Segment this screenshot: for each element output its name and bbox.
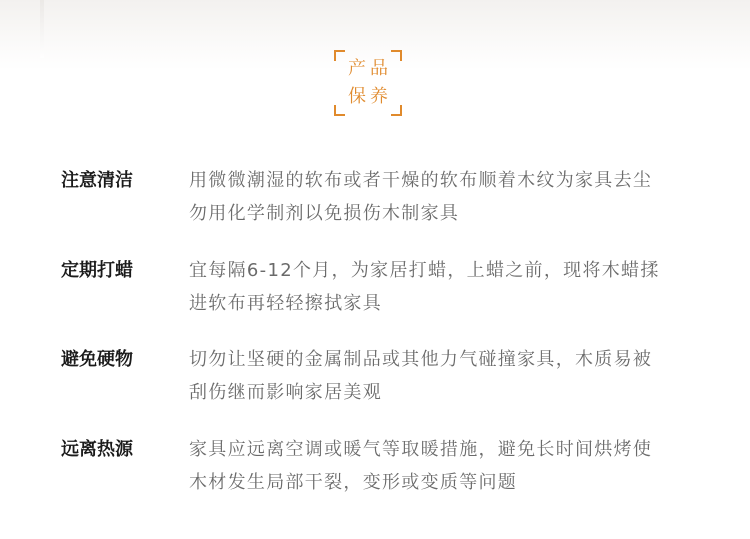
care-item-heading: 远离热源: [61, 439, 133, 460]
care-item-description: [189, 433, 709, 499]
description-line: 刮伤继而影响家居美观: [189, 382, 382, 403]
description-line: 用微微潮湿的软布或者干燥的软布顺着木纹为家具去尘: [189, 170, 653, 191]
description-line: 勿用化学制剂以免损伤木制家具: [189, 203, 460, 224]
description-line: 进软布再轻轻擦拭家具: [189, 293, 382, 314]
description-line: 家具应远离空调或暖气等取暖措施，避免长时间烘烤使: [189, 439, 653, 460]
care-item-heading: 避免硬物: [61, 349, 133, 370]
care-item-heading: 注意清洁: [61, 170, 133, 191]
section-title-line-1: 产品: [348, 58, 392, 79]
section-title-line-2: 保养: [348, 86, 392, 107]
care-item-description: [189, 254, 709, 320]
description-line: 宜每隔6-12个月，为家居打蜡，上蜡之前，现将木蜡揉: [189, 260, 660, 281]
care-item-description: [189, 343, 709, 409]
care-item-heading: 定期打蜡: [61, 260, 133, 281]
description-line: 木材发生局部干裂，变形或变质等问题: [189, 472, 518, 493]
description-line: 切勿让坚硬的金属制品或其他力气碰撞家具，木质易被: [189, 349, 653, 370]
care-item-description: [189, 164, 709, 230]
section-title-badge: [334, 50, 402, 116]
